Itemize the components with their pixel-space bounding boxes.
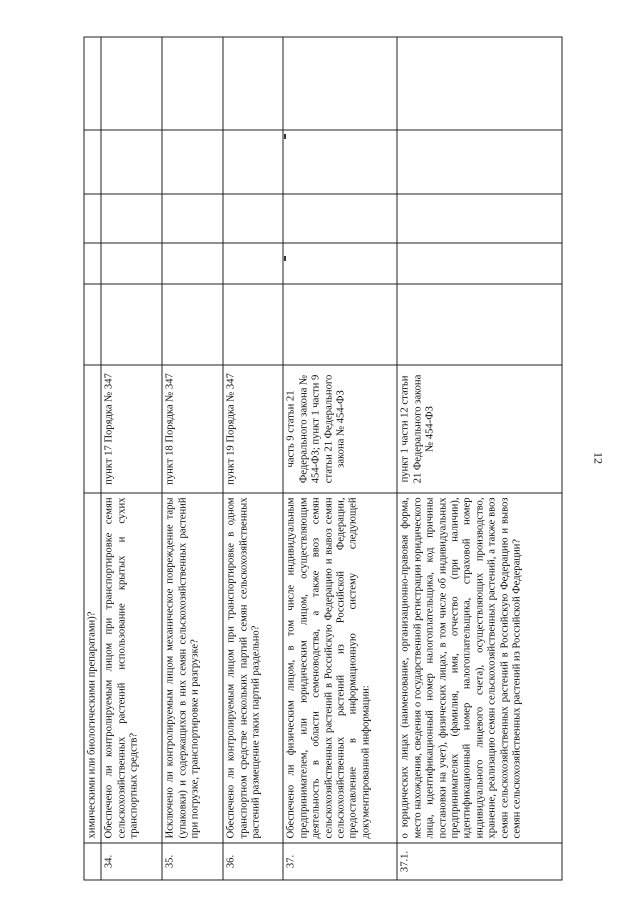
empty-cell xyxy=(162,284,223,365)
empty-cell xyxy=(283,37,397,130)
table-row xyxy=(162,37,223,880)
empty-cell xyxy=(84,130,101,194)
empty-cell xyxy=(162,243,223,284)
row-number: 35. xyxy=(162,843,223,880)
empty-cell xyxy=(223,284,283,365)
empty-cell xyxy=(101,130,162,194)
question-text: Исключено ли контролируемым лицом механическое повреждение тары (упаковки) и содержащихся в них семян сельскохозяйственных растений при погрузке, транспортировке и разгрузке? xyxy=(162,493,223,843)
question-text: Обеспечено ли физическим лицом, в том числе индивидуальным предпринимателем, или юридическим лицом, осуществляющим деятельность в области семеноводства, а также ввоз семян сельскохозяйственных растений в Российскую Федерацию и вывоз семян сельскохозяйственных растений из Российской Федерации, предоставление в информационную систему следующей документированной информации: xyxy=(283,493,397,843)
empty-cell xyxy=(84,243,101,284)
page-number: 12 xyxy=(591,452,606,464)
row-number: 37. xyxy=(283,843,397,880)
empty-cell xyxy=(101,284,162,365)
row-number: 37.1. xyxy=(397,843,562,880)
legal-reference: пункт 18 Порядка № 347 xyxy=(162,365,223,493)
empty-cell xyxy=(101,194,162,243)
section-number-cell xyxy=(84,843,101,880)
section-row xyxy=(84,37,101,880)
question-text: Обеспечено ли контролируемым лицом при транспортировке в одном транспортном средстве нескольких партий семян сельскохозяйственных растений размещение таких партий раздельно? xyxy=(223,493,283,843)
table-row xyxy=(223,37,283,880)
empty-cell xyxy=(101,243,162,284)
empty-cell xyxy=(223,130,283,194)
empty-cell xyxy=(223,194,283,243)
table-row xyxy=(397,37,562,880)
empty-cell xyxy=(84,194,101,243)
legal-reference: пункт 19 Порядка № 347 xyxy=(223,365,283,493)
empty-cell xyxy=(84,37,101,130)
question-text: Обеспечено ли контролируемым лицом при транспортировке семян сельскохозяйственных растений использование крытых и сухих транспортных средств? xyxy=(101,493,162,843)
empty-cell xyxy=(397,243,562,284)
table-row xyxy=(283,37,397,880)
question-text: о юридических лицах (наименование, организационно-правовая форма, место нахождения, сведения о государственной регистрации юридического лица, идентификационный номер налогоплательщика, код причины постановки на учет), физических лицах, в том числе об индивидуальных предпринимателях (фамилия, имя, отчество (при наличии), идентификационный номер налогоплательщика, страховой номер индивидуального лицевого счета), осуществляющих производство, хранение, реализацию семян сельскохозяйственных растений, а также ввоз семян сельскохозяйственных растений в Российскую Федерацию и вывоз семян сельскохозяйственных растений из Российской Федерации? xyxy=(397,493,562,843)
checklist-table xyxy=(83,36,562,880)
empty-cell xyxy=(397,130,562,194)
empty-cell xyxy=(397,194,562,243)
empty-cell xyxy=(397,37,562,130)
empty-cell xyxy=(101,37,162,130)
row-number: 34. xyxy=(101,843,162,880)
empty-cell xyxy=(162,37,223,130)
empty-cell xyxy=(84,365,101,493)
empty-cell xyxy=(283,130,397,194)
empty-cell xyxy=(162,130,223,194)
legal-reference: пункт 1 части 12 статьи 21 Федерального закона № 454-ФЗ xyxy=(397,365,562,493)
legal-reference: пункт 17 Порядка № 347 xyxy=(101,365,162,493)
empty-cell xyxy=(283,243,397,284)
legal-reference: часть 9 статьи 21 Федерального закона № 454-ФЗ; пункт 1 части 9 статьи 21 Федерального закона № 454-ФЗ xyxy=(283,365,397,493)
row-number: 36. xyxy=(223,843,283,880)
rotated-table-wrapper xyxy=(83,37,557,880)
empty-cell xyxy=(84,284,101,365)
table-row xyxy=(101,37,162,880)
empty-cell xyxy=(283,284,397,365)
section-text: химическими или биологическими препаратами)? xyxy=(84,493,101,843)
empty-cell xyxy=(283,194,397,243)
empty-cell xyxy=(397,284,562,365)
empty-cell xyxy=(162,194,223,243)
empty-cell xyxy=(223,243,283,284)
empty-cell xyxy=(223,37,283,130)
